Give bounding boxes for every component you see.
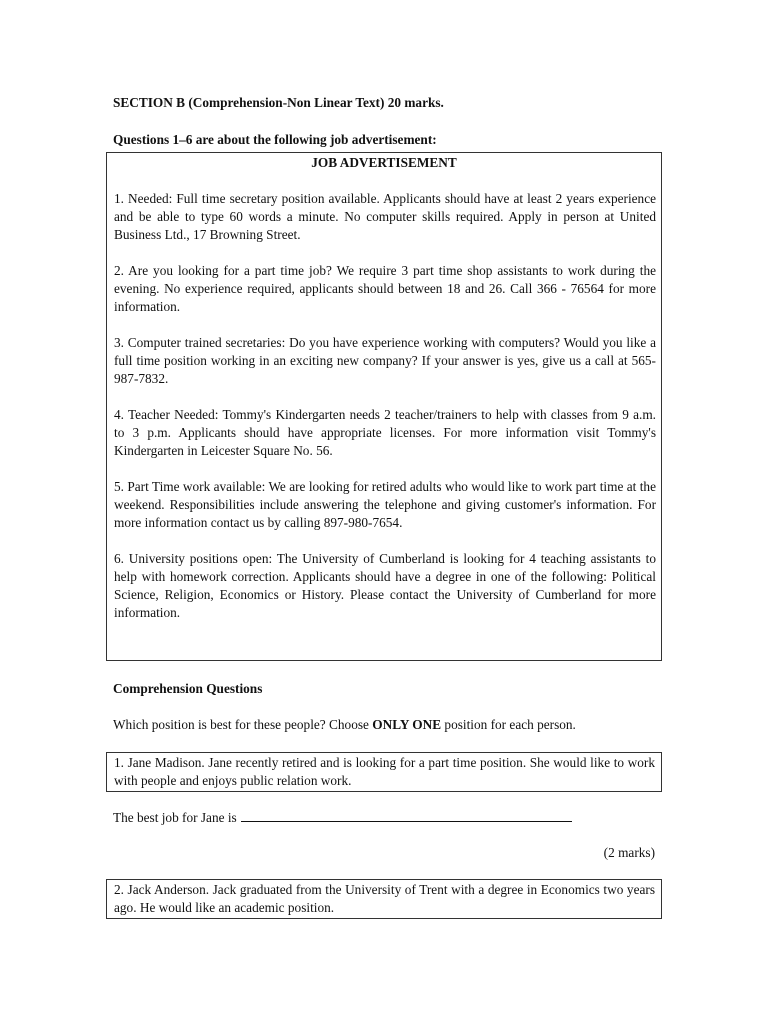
- ad-item-2: 2. Are you looking for a part time job? We require 3 part time shop assistants to work during the evening. No experience required, applicants should between 18 and 26. Call 366 - 76564 for more information.: [114, 263, 656, 314]
- answer-1-line: [113, 808, 572, 826]
- job-advertisement-box: [106, 152, 662, 661]
- questions-intro: Questions 1–6 are about the following job advertisement:: [113, 132, 437, 147]
- ad-item-3: 3. Computer trained secretaries: Do you have experience working with computers? Would you like a full time position working in an exciting new company? If your answer is yes, give us a call at 565-987-7832.: [114, 335, 656, 386]
- ad-item-1: 1. Needed: Full time secretary position available. Applicants should have at least 2 years experience and be able to type 60 words a minute. No computer skills required. Apply in person at United Business Ltd., 17 Browning Street.: [114, 191, 656, 242]
- question-2-box: 2. Jack Anderson. Jack graduated from the University of Trent with a degree in Economics two years ago. He would like an academic position.: [106, 879, 662, 919]
- comprehension-title: Comprehension Questions: [113, 681, 263, 696]
- instruction-suffix: position for each person.: [441, 717, 576, 732]
- ad-item-5: 5. Part Time work available: We are looking for retired adults who would like to work part time at the weekend. Responsibilities include answering the telephone and giving customer's information. For more information contact us by calling 897-980-7654.: [114, 479, 656, 530]
- question-1-box: 1. Jane Madison. Jane recently retired and is looking for a part time position. She would like to work with people and enjoys public relation work.: [106, 752, 662, 792]
- ad-item-6: 6. University positions open: The University of Cumberland is looking for 4 teaching assistants to help with homework correction. Applicants should have a degree in one of the following: Political Science, Religion, Economics or History. Please contact the University of Cumberland for more information.: [114, 551, 656, 620]
- marks-label: (2 marks): [603, 845, 655, 860]
- answer-1-blank[interactable]: [241, 808, 572, 822]
- comprehension-instruction: [113, 717, 576, 733]
- answer-1-label: The best job for Jane is: [113, 810, 237, 825]
- advertisement-heading: JOB ADVERTISEMENT: [311, 155, 457, 170]
- instruction-emphasis: ONLY ONE: [372, 717, 442, 732]
- section-title: SECTION B (Comprehension-Non Linear Text) 20 marks.: [113, 95, 444, 110]
- instruction-prefix: Which position is best for these people? Choose: [113, 717, 373, 732]
- ad-item-4: 4. Teacher Needed: Tommy's Kindergarten needs 2 teacher/trainers to help with classes from 9 a.m. to 3 p.m. Applicants should have appropriate licenses. For more information visit Tommy's Kindergarten in Leicester Square No. 56.: [114, 407, 656, 458]
